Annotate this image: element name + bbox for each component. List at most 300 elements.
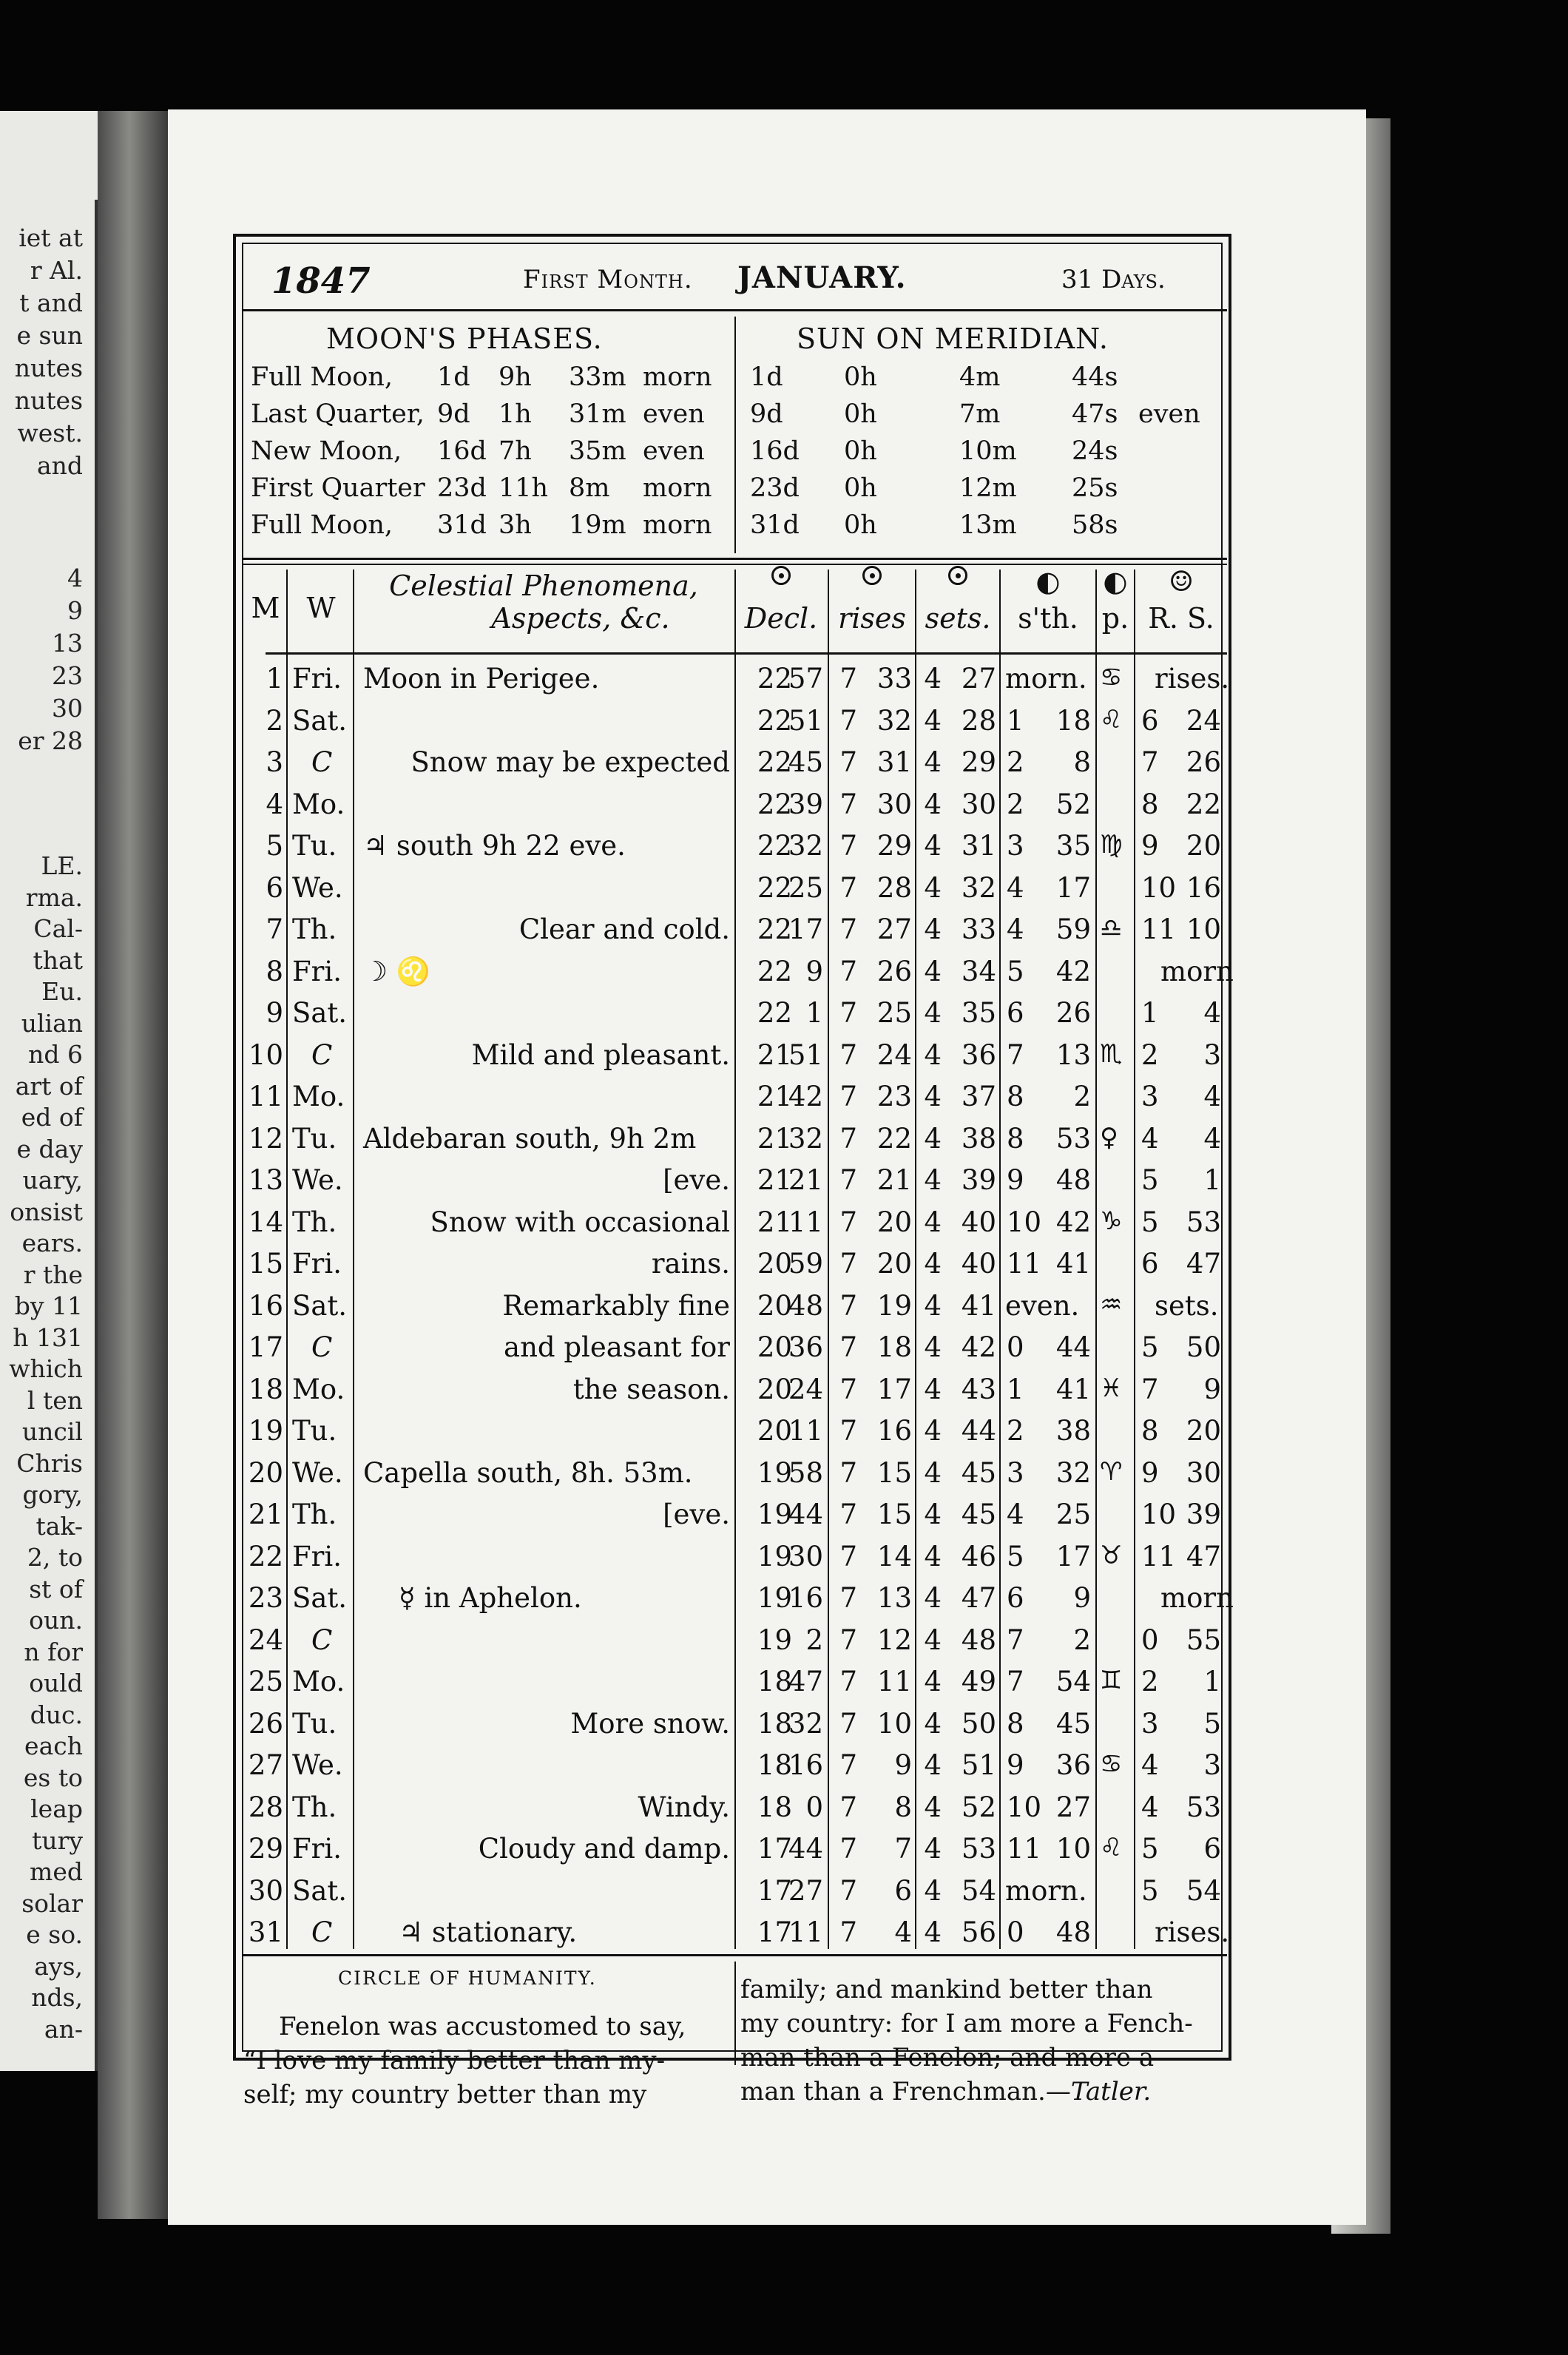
facing-page-line: uary, bbox=[22, 1166, 83, 1195]
moon-rise-set-minute: 54 bbox=[1186, 1874, 1221, 1907]
footer-right-line: man than a Fenelon; and more a bbox=[740, 2043, 1155, 2072]
sun-rises-hour: 7 bbox=[839, 1707, 857, 1740]
table-row bbox=[243, 1538, 1227, 1576]
moon-place-sign: ♑ bbox=[1100, 1206, 1123, 1236]
moon-rise-set-hour: 5 bbox=[1141, 1833, 1159, 1865]
table-row bbox=[243, 1328, 1227, 1367]
table-row bbox=[243, 1496, 1227, 1534]
phenomena-text: More snow. bbox=[570, 1707, 730, 1740]
facing-page-line: r the bbox=[23, 1260, 83, 1289]
day-of-month: 20 bbox=[248, 1456, 283, 1489]
sun-sets-minute: 43 bbox=[961, 1373, 996, 1405]
phase-row bbox=[243, 510, 1227, 546]
table-row bbox=[243, 910, 1227, 949]
header-month-name: JANUARY. bbox=[737, 260, 907, 295]
decl-degrees: 22 bbox=[757, 704, 792, 737]
day-of-month: 28 bbox=[248, 1791, 283, 1823]
sun-sets-minute: 28 bbox=[961, 704, 996, 737]
moon-south-hour: 2 bbox=[1007, 1415, 1024, 1447]
day-of-week: Mo. bbox=[292, 1373, 345, 1405]
phenomena-text: ♃ south 9h 22 eve. bbox=[363, 830, 626, 862]
phenomena-text: Clear and cold. bbox=[518, 913, 730, 945]
sun-sets-hour: 4 bbox=[924, 704, 942, 737]
col-header-decl: Decl. bbox=[744, 602, 818, 635]
moon-south-hour: 6 bbox=[1007, 997, 1024, 1029]
decl-minutes: 11 bbox=[788, 1916, 823, 1948]
meridian-second: 24s bbox=[1072, 436, 1118, 466]
sun-sets-hour: 4 bbox=[924, 1331, 942, 1363]
col-header-sets: sets. bbox=[925, 602, 991, 635]
moon-south-minute: 18 bbox=[1055, 704, 1091, 737]
phase-day: 1d bbox=[437, 362, 470, 392]
moon-south-minute: 48 bbox=[1055, 1164, 1091, 1196]
phase-period: morn bbox=[643, 362, 712, 392]
sun-sets-hour: 4 bbox=[924, 871, 942, 904]
sun-rises-minute: 12 bbox=[876, 1624, 912, 1656]
moon-rise-set-hour: 2 bbox=[1141, 1038, 1159, 1071]
day-of-month: 6 bbox=[266, 871, 283, 904]
sun-sets-minute: 32 bbox=[961, 871, 996, 904]
moon-rise-set-hour: 3 bbox=[1141, 1081, 1159, 1112]
moon-south-hour: 0 bbox=[1007, 1331, 1024, 1363]
moon-south-hour: 10 bbox=[1007, 1206, 1042, 1238]
meridian-minute: 4m bbox=[959, 362, 1001, 392]
sun-rises-minute: 23 bbox=[876, 1081, 912, 1112]
sun-rises-hour: 7 bbox=[839, 913, 857, 945]
table-row bbox=[243, 1287, 1227, 1325]
day-of-month: 5 bbox=[266, 830, 283, 862]
day-of-month: 10 bbox=[248, 1038, 283, 1071]
footer-right-line: my country: for I am more a Fench- bbox=[740, 2009, 1193, 2038]
moon-south-minute: 59 bbox=[1055, 913, 1091, 945]
sun-rises-hour: 7 bbox=[839, 1456, 857, 1489]
facing-page-number: 30 bbox=[52, 694, 83, 723]
moon-south-minute: 42 bbox=[1055, 1206, 1091, 1238]
day-of-month: 9 bbox=[266, 997, 283, 1029]
table-row bbox=[243, 1705, 1227, 1743]
decl-minutes: 27 bbox=[788, 1874, 823, 1907]
meridian-hour: 0h bbox=[844, 436, 877, 466]
moon-south-minute: 17 bbox=[1055, 871, 1091, 904]
moon-south-minute: 25 bbox=[1055, 1499, 1091, 1530]
facing-page-line: an- bbox=[44, 2014, 83, 2044]
sun-rises-minute: 25 bbox=[876, 997, 912, 1029]
facing-page-line: and bbox=[36, 451, 83, 480]
sun-rises-minute: 27 bbox=[876, 913, 912, 945]
facing-page-line: e so. bbox=[26, 1920, 83, 1949]
header-rule bbox=[243, 309, 1227, 311]
decl-minutes: 47 bbox=[788, 1666, 823, 1697]
meridian-second: 44s bbox=[1072, 362, 1118, 392]
phenomena-text: the season. bbox=[572, 1373, 730, 1405]
sun-sets-minute: 51 bbox=[961, 1749, 996, 1781]
sun-sets-minute: 45 bbox=[961, 1499, 996, 1530]
table-row bbox=[243, 1412, 1227, 1450]
sun-sets-minute: 30 bbox=[961, 788, 996, 820]
moon-south-hour: 3 bbox=[1007, 830, 1024, 862]
moon-rise-set-text: sets. bbox=[1155, 1289, 1219, 1322]
moon-south-hour: 5 bbox=[1007, 955, 1024, 987]
day-of-week: Fri. bbox=[292, 1540, 342, 1572]
phase-minute: 33m bbox=[569, 362, 626, 392]
phenomena-text: Capella south, 8h. 53m. bbox=[363, 1456, 693, 1489]
decl-minutes: 0 bbox=[805, 1791, 823, 1823]
day-of-month: 3 bbox=[266, 746, 283, 778]
phase-day: 31d bbox=[437, 510, 487, 540]
footer-left-line: “I love my family better than my- bbox=[243, 2046, 666, 2075]
day-of-week: We. bbox=[292, 1164, 343, 1196]
facing-page-line: onsist bbox=[10, 1197, 83, 1226]
moon-south-hour: 11 bbox=[1007, 1833, 1042, 1865]
day-of-week: C bbox=[311, 1331, 333, 1363]
phenomena-text: Windy. bbox=[638, 1791, 730, 1823]
sun-sets-hour: 4 bbox=[924, 1499, 942, 1530]
facing-page-number: 4 bbox=[67, 564, 83, 592]
sun-sets-hour: 4 bbox=[924, 1081, 942, 1112]
decl-minutes: 30 bbox=[788, 1540, 823, 1572]
phases-rule-1 bbox=[243, 558, 1227, 560]
moon-rise-set-hour: 8 bbox=[1141, 1415, 1159, 1447]
sun-sets-hour: 4 bbox=[924, 997, 942, 1029]
phenomena-text: Moon in Perigee. bbox=[363, 663, 600, 695]
moon-south-minute: 38 bbox=[1055, 1415, 1091, 1447]
facing-page-line: e sun bbox=[16, 321, 83, 350]
sun-rises-minute: 11 bbox=[876, 1666, 912, 1697]
sun-sets-hour: 4 bbox=[924, 1248, 942, 1280]
moon-south-hour: 6 bbox=[1007, 1582, 1024, 1614]
facing-page-line: n for bbox=[24, 1637, 83, 1666]
sun-sets-minute: 44 bbox=[961, 1415, 996, 1447]
moon-rise-set-minute: 39 bbox=[1186, 1499, 1221, 1530]
moon-rise-set-hour: 6 bbox=[1141, 1248, 1159, 1280]
facing-page-line: rma. bbox=[25, 882, 83, 912]
moon-rise-set-minute: 24 bbox=[1186, 704, 1221, 737]
moon-south-hour: 7 bbox=[1007, 1624, 1024, 1656]
moon-place-sign: ♌ bbox=[1100, 1833, 1123, 1862]
sun-sets-hour: 4 bbox=[924, 1582, 942, 1614]
phase-minute: 19m bbox=[569, 510, 626, 540]
moon-south-text: morn. bbox=[1005, 1874, 1087, 1907]
sun-sets-minute: 56 bbox=[961, 1916, 996, 1948]
decl-degrees: 19 bbox=[757, 1540, 792, 1572]
sun-rises-hour: 7 bbox=[839, 1289, 857, 1322]
moon-rise-set-minute: 50 bbox=[1186, 1331, 1221, 1363]
day-of-week: Tu. bbox=[292, 830, 337, 862]
moon-rise-set-hour: 0 bbox=[1141, 1624, 1159, 1656]
decl-degrees: 19 bbox=[757, 1624, 792, 1656]
decl-degrees: 21 bbox=[757, 1122, 792, 1155]
phase-hour: 3h bbox=[499, 510, 532, 540]
decl-degrees: 22 bbox=[757, 788, 792, 820]
moon-rise-set-text: rises. bbox=[1155, 663, 1230, 695]
sun-rises-minute: 19 bbox=[876, 1289, 912, 1322]
col-header-south: s'th. bbox=[1018, 602, 1078, 635]
facing-page-fragment bbox=[0, 111, 98, 2071]
col-header-rise-set: R. S. bbox=[1148, 602, 1214, 635]
sun-rises-hour: 7 bbox=[839, 1582, 857, 1614]
footer-left-line: self; my country better than my bbox=[243, 2080, 647, 2109]
moon-south-minute: 17 bbox=[1055, 1540, 1091, 1572]
decl-minutes: 24 bbox=[788, 1373, 823, 1405]
header-year: 1847 bbox=[271, 260, 371, 302]
moon-south-minute: 9 bbox=[1073, 1582, 1091, 1614]
sun-sets-minute: 37 bbox=[961, 1081, 996, 1112]
facing-page-line: leap bbox=[30, 1794, 83, 1823]
moon-rise-set-minute: 47 bbox=[1186, 1540, 1221, 1572]
decl-minutes: 32 bbox=[788, 1122, 823, 1155]
moon-rise-set-minute: 6 bbox=[1203, 1833, 1221, 1865]
table-row bbox=[243, 1371, 1227, 1409]
moon-place-sign: ♓ bbox=[1100, 1373, 1123, 1403]
almanac-inner-frame bbox=[242, 243, 1234, 2109]
sun-sets-hour: 4 bbox=[924, 1666, 942, 1697]
sun-rises-minute: 15 bbox=[876, 1456, 912, 1489]
phase-name: Full Moon, bbox=[251, 510, 393, 540]
phase-row bbox=[243, 362, 1227, 398]
facing-page-line: es to bbox=[23, 1763, 83, 1792]
table-row bbox=[243, 1830, 1227, 1868]
moon-south-minute: 42 bbox=[1055, 955, 1091, 987]
table-row bbox=[243, 869, 1227, 908]
moon-place-sign: ♌ bbox=[1100, 704, 1123, 734]
sun-rises-hour: 7 bbox=[839, 1373, 857, 1405]
moon-south-hour: 5 bbox=[1007, 1540, 1024, 1572]
sun-sets-hour: 4 bbox=[924, 913, 942, 945]
decl-minutes: 59 bbox=[788, 1248, 823, 1280]
sun-sets-hour: 4 bbox=[924, 1791, 942, 1823]
day-of-month: 22 bbox=[248, 1540, 283, 1572]
moon-rise-set-text: morn bbox=[1160, 1582, 1234, 1614]
col-header-m: M bbox=[251, 592, 280, 624]
decl-degrees: 22 bbox=[757, 746, 792, 778]
moon-rise-set-hour: 8 bbox=[1141, 788, 1159, 820]
sun-sets-hour: 4 bbox=[924, 830, 942, 862]
day-of-month: 12 bbox=[248, 1122, 283, 1155]
sun-rises-minute: 13 bbox=[876, 1582, 912, 1614]
decl-degrees: 20 bbox=[757, 1331, 792, 1363]
decl-degrees: 20 bbox=[757, 1373, 792, 1405]
facing-page-line: Chris bbox=[16, 1448, 83, 1478]
moon-south-minute: 32 bbox=[1055, 1456, 1091, 1489]
decl-minutes: 2 bbox=[805, 1624, 823, 1656]
sun-rise-symbol-icon bbox=[829, 565, 915, 591]
day-of-month: 23 bbox=[248, 1582, 283, 1614]
moon-south-minute: 45 bbox=[1055, 1707, 1091, 1740]
moon-rise-set-hour: 11 bbox=[1141, 913, 1177, 945]
day-of-week: C bbox=[311, 1624, 333, 1656]
facing-page-number: er 28 bbox=[18, 726, 83, 755]
sun-rises-minute: 21 bbox=[876, 1164, 912, 1196]
moon-place-sign: ♀ bbox=[1100, 1122, 1118, 1152]
day-of-month: 7 bbox=[266, 913, 283, 945]
moon-place-sign: ♏ bbox=[1100, 1038, 1123, 1069]
table-row bbox=[243, 827, 1227, 865]
facing-page-line: each bbox=[24, 1731, 83, 1760]
day-of-week: C bbox=[311, 1916, 333, 1948]
decl-degrees: 19 bbox=[757, 1499, 792, 1530]
sun-sets-minute: 45 bbox=[961, 1456, 996, 1489]
sun-rises-hour: 7 bbox=[839, 663, 857, 695]
facing-page-line: nutes bbox=[14, 386, 83, 415]
phenomena-text: Aldebaran south, 9h 2m bbox=[363, 1122, 697, 1155]
meridian-minute: 13m bbox=[959, 510, 1017, 540]
facing-page-line: ed of bbox=[21, 1103, 83, 1132]
moon-south-hour: 10 bbox=[1007, 1791, 1042, 1823]
decl-degrees: 17 bbox=[757, 1916, 792, 1948]
col-header-phenomena-1: Celestial Phenomena, bbox=[389, 570, 698, 602]
moon-rise-set-minute: 3 bbox=[1203, 1749, 1221, 1781]
sun-sets-hour: 4 bbox=[924, 663, 942, 695]
decl-degrees: 19 bbox=[757, 1582, 792, 1614]
sun-rises-hour: 7 bbox=[839, 1164, 857, 1196]
phase-period: even bbox=[643, 436, 705, 466]
sun-rises-hour: 7 bbox=[839, 1749, 857, 1781]
col-header-phenomena-2: Aspects, &c. bbox=[491, 602, 670, 635]
sun-rises-minute: 9 bbox=[894, 1749, 912, 1781]
day-of-week: Th. bbox=[292, 913, 337, 945]
decl-degrees: 18 bbox=[757, 1749, 792, 1781]
sun-sets-hour: 4 bbox=[924, 1916, 942, 1948]
moon-south-hour: 9 bbox=[1007, 1164, 1024, 1196]
table-row bbox=[243, 1078, 1227, 1116]
decl-minutes: 16 bbox=[788, 1749, 823, 1781]
decl-minutes: 21 bbox=[788, 1164, 823, 1196]
moon-south-minute: 41 bbox=[1055, 1248, 1091, 1280]
footer-divider bbox=[734, 1962, 736, 2065]
moon-rise-set-minute: 20 bbox=[1186, 1415, 1221, 1447]
sun-sets-minute: 39 bbox=[961, 1164, 996, 1196]
facing-page-number: 23 bbox=[52, 661, 83, 690]
sun-sets-hour: 4 bbox=[924, 1833, 942, 1865]
meridian-second: 25s bbox=[1072, 473, 1118, 503]
meridian-day: 23d bbox=[750, 473, 800, 503]
moon-rise-set-minute: 26 bbox=[1186, 746, 1221, 778]
moon-south-minute: 8 bbox=[1073, 746, 1091, 778]
day-of-week: We. bbox=[292, 1456, 343, 1489]
meridian-hour: 0h bbox=[844, 362, 877, 392]
decl-minutes: 51 bbox=[788, 1038, 823, 1071]
col-header-w: W bbox=[306, 592, 336, 624]
phase-period: even bbox=[643, 399, 705, 429]
sun-rises-hour: 7 bbox=[839, 1540, 857, 1572]
moon-place-sign: ♒ bbox=[1100, 1289, 1123, 1320]
decl-minutes: 11 bbox=[788, 1415, 823, 1447]
sun-sets-hour: 4 bbox=[924, 955, 942, 987]
day-of-week: Fri. bbox=[292, 1833, 342, 1865]
sun-sets-minute: 54 bbox=[961, 1874, 996, 1907]
day-of-month: 21 bbox=[248, 1499, 283, 1530]
sun-rises-minute: 15 bbox=[876, 1499, 912, 1530]
phase-name: Last Quarter, bbox=[251, 399, 425, 429]
day-of-month: 26 bbox=[248, 1707, 283, 1740]
moon-rise-set-hour: 6 bbox=[1141, 704, 1159, 737]
facing-page-line: ulian bbox=[21, 1008, 83, 1038]
moon-rise-set-minute: 1 bbox=[1203, 1666, 1221, 1697]
moon-rise-set-minute: 22 bbox=[1186, 788, 1221, 820]
sun-sets-minute: 46 bbox=[961, 1540, 996, 1572]
facing-page-line: l ten bbox=[27, 1385, 83, 1415]
day-of-month: 27 bbox=[248, 1749, 283, 1781]
facing-page-text-top bbox=[0, 222, 89, 482]
day-of-month: 8 bbox=[266, 955, 283, 987]
phase-day: 23d bbox=[437, 473, 487, 503]
moon-south-minute: 52 bbox=[1055, 788, 1091, 820]
sun-sets-hour: 4 bbox=[924, 1624, 942, 1656]
table-row bbox=[243, 702, 1227, 740]
moon-rise-set-minute: 16 bbox=[1186, 871, 1221, 904]
moon-south-hour: 1 bbox=[1007, 1373, 1024, 1405]
day-of-month: 15 bbox=[248, 1248, 283, 1280]
table-row bbox=[243, 660, 1230, 698]
decl-degrees: 20 bbox=[757, 1415, 792, 1447]
facing-page-line: art of bbox=[15, 1071, 83, 1101]
moon-place-sign: ♋ bbox=[1100, 1749, 1123, 1779]
sun-rises-hour: 7 bbox=[839, 1331, 857, 1363]
moon-rise-set-minute: 30 bbox=[1186, 1456, 1221, 1489]
table-row bbox=[243, 953, 1234, 991]
day-of-month: 31 bbox=[248, 1916, 283, 1948]
phenomena-text: Snow with occasional bbox=[430, 1206, 730, 1238]
facing-page-line: by 11 bbox=[14, 1291, 83, 1320]
table-row bbox=[243, 1579, 1234, 1618]
table-row bbox=[243, 994, 1227, 1033]
moon-rise-set-hour: 5 bbox=[1141, 1164, 1159, 1196]
footer-right-line: family; and mankind better than bbox=[740, 1975, 1153, 2004]
sun-sets-hour: 4 bbox=[924, 1707, 942, 1740]
day-of-month: 16 bbox=[248, 1289, 283, 1322]
decl-degrees: 18 bbox=[757, 1666, 792, 1697]
phenomena-text: Snow may be expected bbox=[410, 746, 730, 778]
sun-sets-minute: 31 bbox=[961, 830, 996, 862]
sun-rises-minute: 28 bbox=[876, 871, 912, 904]
facing-page-line: Eu. bbox=[41, 977, 83, 1006]
sun-sets-minute: 52 bbox=[961, 1791, 996, 1823]
meridian-minute: 12m bbox=[959, 473, 1017, 503]
moon-place-sign: ♊ bbox=[1100, 1666, 1123, 1695]
day-of-month: 1 bbox=[266, 663, 283, 695]
moon-south-minute: 53 bbox=[1055, 1122, 1091, 1155]
sun-sets-hour: 4 bbox=[924, 1373, 942, 1405]
moon-south-minute: 36 bbox=[1055, 1749, 1091, 1781]
moon-south-minute: 13 bbox=[1055, 1038, 1091, 1071]
moon-rise-set-hour: 10 bbox=[1141, 1499, 1177, 1530]
moon-south-hour: 2 bbox=[1007, 788, 1024, 820]
facing-page-line: tury bbox=[32, 1825, 83, 1855]
decl-minutes: 51 bbox=[788, 704, 823, 737]
sun-sets-hour: 4 bbox=[924, 746, 942, 778]
moon-rise-set-minute: 10 bbox=[1186, 913, 1221, 945]
facing-page-line: ays, bbox=[34, 1951, 83, 1981]
col-header-rises: rises bbox=[838, 602, 906, 635]
decl-minutes: 32 bbox=[788, 1707, 823, 1740]
facing-page-line: ears. bbox=[21, 1229, 83, 1257]
moon-south-hour: 3 bbox=[1007, 1456, 1024, 1489]
table-row bbox=[243, 1788, 1227, 1827]
sun-rises-hour: 7 bbox=[839, 788, 857, 820]
day-of-week: Sat. bbox=[292, 1289, 348, 1322]
moon-rise-set-minute: 55 bbox=[1186, 1624, 1221, 1656]
day-of-week: Tu. bbox=[292, 1415, 337, 1447]
moon-place-sign: ♈ bbox=[1100, 1456, 1123, 1487]
day-of-week: Sat. bbox=[292, 1874, 348, 1907]
moon-rise-set-hour: 4 bbox=[1141, 1122, 1159, 1155]
facing-page-line: t and bbox=[19, 288, 83, 317]
day-of-week: Fri. bbox=[292, 663, 342, 695]
moon-south-hour: 7 bbox=[1007, 1038, 1024, 1071]
meridian-hour: 0h bbox=[844, 510, 877, 540]
moon-south-minute: 48 bbox=[1055, 1916, 1091, 1948]
phase-row bbox=[243, 473, 1227, 509]
